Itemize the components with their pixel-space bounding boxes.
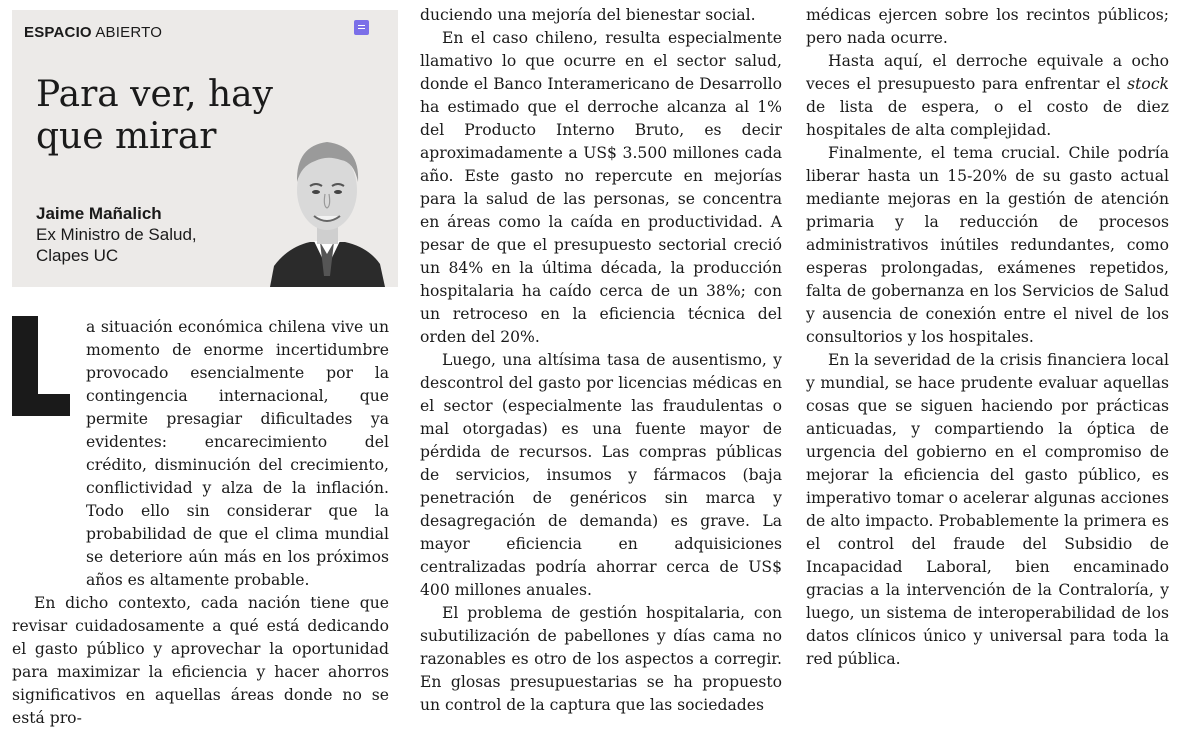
paragraph: Finalmente, el tema crucial. Chile podría liberar hasta un 15-20% de su gasto actual mediante mejoras en la gestión de atención primaria y la reducción de procesos administrativos inútiles redundantes, como esperas prolongadas, exámenes repetidos, falta de gobernanza en los Servicios de Salud y ausencia de conexión entre el nivel de los consultorios y los hospitales. — [806, 144, 1169, 346]
author-role-line-1: Ex Ministro de Salud, — [36, 225, 197, 244]
headline-line-1: Para ver, hay — [36, 74, 273, 115]
author-portrait — [270, 130, 385, 287]
headline — [36, 74, 286, 158]
dropcap-letter — [12, 316, 70, 416]
author-role-line-2: Clapes UC — [36, 246, 119, 265]
article-column-3 — [806, 4, 1169, 671]
paragraph-text: de lista de espera, o el costo de diez hospitales de alta complejidad. — [806, 98, 1169, 139]
section-label — [24, 24, 162, 41]
paragraph: En la severidad de la crisis financiera local y mundial, se hace prudente evaluar aquellas cosas que se siguen haciendo por prácticas anticuadas, y compartiendo la óptica de urgencia del gobierno en el compromiso de mejorar la eficiencia del gasto público, es imperativo tomar o acelerar algunas acciones de alto impacto. Probablemente la primera es el control del fraude del Subsidio de Incapacidad Laboral, bien encaminado gracias a la intervención de la Contraloría, y luego, un sistema de interoperabilidad de los datos clínicos único y universal para toda la red pública. — [806, 351, 1169, 668]
headline-line-2: que mirar — [36, 116, 217, 157]
paragraph: duciendo una mejoría del bienestar social. — [420, 6, 756, 24]
section-label-rest: ABIERTO — [91, 24, 163, 41]
paragraph: En dicho contexto, cada nación tiene que revisar cuidadosamente a qué está dedicando el gasto público y aprovechar la oportunidad para maximizar la eficiencia y hacer ahorros significativos en aquellas áreas donde no se está pro- — [12, 594, 389, 727]
paragraph: El problema de gestión hospitalaria, con subutilización de pabellones y días cama no razonables es otro de los aspectos a corregir. En glosas presupuestarias se ha propuesto un control de la captura que las sociedades — [420, 604, 782, 714]
paragraph: En el caso chileno, resulta especialmente llamativo lo que ocurre en el sector salud, donde el Banco Interamericano de Desarrollo ha estimado que el derroche alcanza al 1% del Producto Interno Bruto, es decir aproximadamente a US$ 3.500 millones cada año. Este gasto no repercute en mejorías para la salud de las personas, se concentra en áreas como la caída en productividad. A pesar de que el presupuesto sectorial creció un 84% en la última década, la producción hospitalaria ha caído cerca de un 38%; con un retroceso en la eficiencia técnica del orden del 20%. — [420, 29, 782, 346]
paragraph-text: Hasta aquí, el derroche equivale a ocho veces el presupuesto para enfrentar el — [806, 52, 1169, 93]
paragraph — [806, 50, 1169, 142]
italic-word: stock — [1127, 75, 1169, 93]
paragraph — [12, 316, 389, 592]
article-column-1 — [12, 316, 389, 730]
note-icon[interactable] — [354, 20, 369, 35]
paragraph-text: a situación económica chilena vive un momento de enorme incertidumbre provocado esencialmente por la contingencia internacional, que permite presagiar dificultades ya evidentes: encarecimiento del crédito, disminución del crecimiento, conflictividad y alza de la inflación. Todo ello sin considerar que la probabilidad de que el clima mundial se deteriore aún más en los próximos años es altamente probable. — [86, 318, 389, 589]
paragraph: Luego, una altísima tasa de ausentismo, y descontrol del gasto por licencias médicas en el sector (especialmente las fraudulentas o mal otorgadas) es una fuente mayor de pérdida de recursos. Las compras públicas de servicios, insumos y fármacos (baja penetración de genéricos sin marca y desagregación de demanda) es grave. La mayor eficiencia en adquisiciones centralizadas podría ahorrar cerca de US$ 400 millones anuales. — [420, 351, 782, 599]
article-column-2 — [420, 4, 782, 717]
author-name: Jaime Mañalich — [36, 204, 162, 223]
section-label-bold: ESPACIO — [24, 24, 92, 41]
paragraph: médicas ejercen sobre los recintos públicos; pero nada ocurre. — [806, 6, 1169, 47]
